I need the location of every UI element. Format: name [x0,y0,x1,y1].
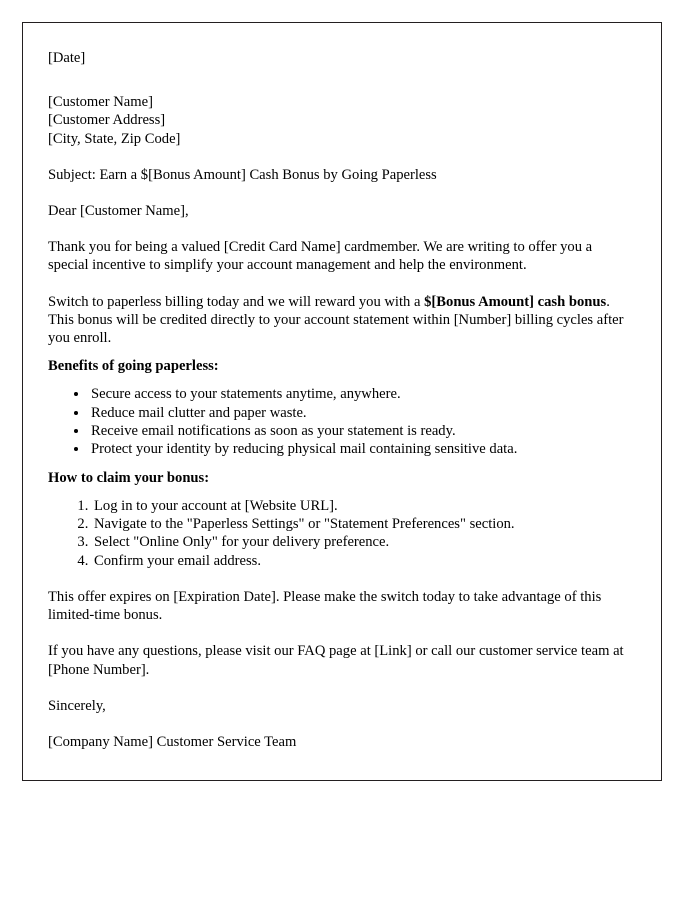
list-item: • Receive email notifications as soon as your statement is ready. [89,422,634,440]
recipient-city-state-zip: [City, State, Zip Code] [48,130,181,147]
spacer-after-salutation [48,220,634,238]
offer-lead-text: Switch to paperless billing today and we will reward you with a [48,293,425,310]
spacer-after-expiry [48,624,634,642]
letter-frame [22,22,662,781]
offer-bonus-emphasis: $[Bonus Amount] cash bonus [424,293,607,310]
spacer-after-steps [48,570,634,588]
paragraph-offer [48,293,634,348]
date-line: [Date] [48,50,86,66]
spacer-after-date [48,67,634,93]
spacer-before-benefits-heading [48,347,634,357]
claim-heading: How to claim your bonus: [48,469,210,486]
list-item: 3. Select "Online Only" for your delivery preference. [92,533,634,551]
list-item: 2. Navigate to the "Paperless Settings" or "Statement Preferences" section. [92,515,634,533]
paragraph-expiry: This offer expires on [Expiration Date]. Please make the switch today to take advantage of this limited-time bonus. [48,589,602,624]
signature-line: [Company Name] Customer Service Team [48,734,297,751]
offer-tail-text: . This bonus will be credited directly to your account statement within [Number] billing cycles after you enroll. [48,293,624,347]
list-item: • Reduce mail clutter and paper waste. [89,404,634,422]
spacer-after-subject [48,184,634,202]
spacer-after-closing [48,715,634,733]
benefits-heading: Benefits of going paperless: [48,358,219,375]
spacer-after-address [48,148,634,166]
recipient-address [48,93,634,148]
recipient-street: [Customer Address] [48,112,166,129]
steps-list [48,497,634,570]
letter-body [48,49,634,751]
list-item: 4. Confirm your email address. [92,552,634,570]
list-item: • Secure access to your statements anytime, anywhere. [89,385,634,403]
subject-line: Subject: Earn a $[Bonus Amount] Cash Bonus by Going Paperless [48,166,437,183]
closing-line: Sincerely, [48,697,106,714]
spacer-after-questions [48,679,634,697]
spacer-after-intro [48,275,634,293]
list-item: 1. Log in to your account at [Website URL]. [92,497,634,515]
benefits-list [48,385,634,458]
recipient-name: [Customer Name] [48,94,153,111]
paragraph-intro: Thank you for being a valued [Credit Card Name] cardmember. We are writing to offer you a special incentive to simplify your account management and help the environment. [48,239,593,274]
paragraph-questions: If you have any questions, please visit our FAQ page at [Link] or call our customer service team at [Phone Number]. [48,643,624,678]
list-item: • Protect your identity by reducing physical mail containing sensitive data. [89,440,634,458]
spacer-after-claim-heading [48,487,634,497]
spacer-before-claim-heading [48,459,634,469]
salutation: Dear [Customer Name], [48,203,189,220]
spacer-after-benefits-heading [48,375,634,385]
